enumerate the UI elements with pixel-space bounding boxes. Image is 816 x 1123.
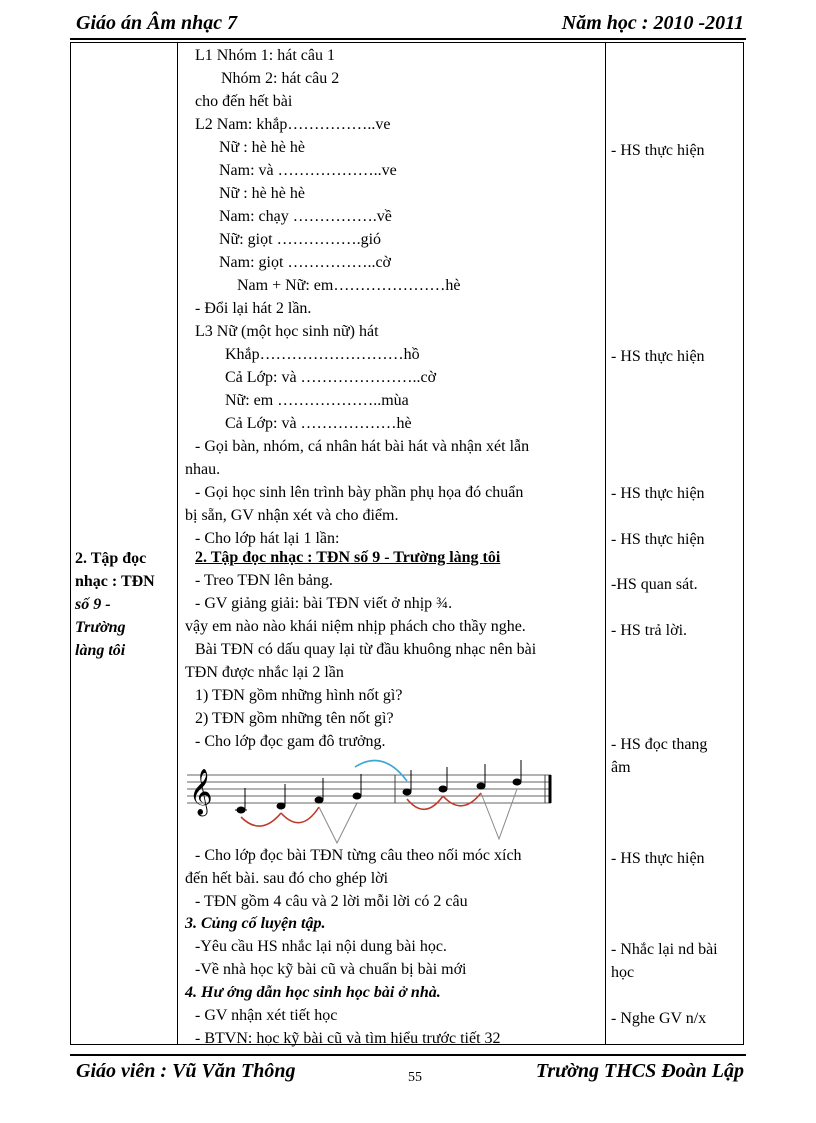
section-heading: 2. Tập đọc nhạc : TĐN số 9 - Trường làng tôi: [195, 549, 501, 566]
content-line: - GV nhận xét tiết học: [195, 1007, 338, 1024]
footer-rule: [70, 1054, 746, 1056]
section-title-line: nhạc : TĐN: [75, 573, 155, 590]
content-line: - BTVN: học kỹ bài cũ và tìm hiểu trước tiết 32: [195, 1030, 501, 1047]
section-heading: 4. Hư ớng dẫn học sinh học bài ở nhà.: [185, 984, 441, 1001]
page-footer: [76, 1060, 744, 1090]
content-line: Cả Lớp: và ………………hè: [225, 415, 412, 432]
student-line: - HS thực hiện: [611, 348, 705, 365]
content-line: - TĐN gồm 4 câu và 2 lời mỗi lời có 2 câu: [195, 893, 468, 910]
student-line: âm: [611, 759, 631, 776]
section-title-line: số 9 -: [75, 596, 111, 613]
content-line: - GV giảng giải: bài TĐN viết ở nhịp ¾.: [195, 595, 453, 612]
student-line: - Nhắc lại nd bài: [611, 941, 718, 958]
content-line: L3 Nữ (một học sinh nữ) hát: [195, 323, 379, 340]
content-line: Nữ: em ………………..mùa: [225, 392, 409, 409]
section-heading: 3. Củng cố luyện tập.: [185, 915, 326, 932]
content-line: Nữ : hè hè hè: [219, 185, 305, 202]
section-title-line: 2. Tập đọc: [75, 550, 147, 567]
content-line: - Cho lớp hát lại 1 lần:: [195, 530, 340, 547]
c-major-scale-staff: [185, 755, 557, 847]
header-school-year: Năm học : 2010 -2011: [561, 12, 744, 34]
content-line: Nam + Nữ: em…………………hè: [237, 277, 461, 294]
content-line: cho đến hết bài: [195, 93, 293, 110]
footer-teacher: Giáo viên : Vũ Văn Thông: [76, 1060, 296, 1082]
content-line: - Gọi bàn, nhóm, cá nhân hát bài hát và nhận xét lẫn: [195, 438, 530, 455]
content-line: - Treo TĐN lên bảng.: [195, 572, 333, 589]
student-line: -HS quan sát.: [611, 576, 698, 593]
treble-clef-icon: 𝄞: [189, 769, 213, 815]
content-line: 2) TĐN gồm những tên nốt gì?: [195, 710, 394, 727]
header-rule: [70, 38, 746, 40]
column-divider: [605, 43, 606, 1044]
content-line: bị sẵn, GV nhận xét và cho điểm.: [185, 507, 399, 524]
content-line: -Yêu cầu HS nhắc lại nội dung bài học.: [195, 938, 447, 955]
page-header: [76, 10, 744, 38]
student-line: - HS trả lời.: [611, 622, 688, 639]
content-line: - Đổi lại hát 2 lần.: [195, 300, 312, 317]
content-line: Nữ: giọt …………….gió: [219, 231, 382, 248]
section-title-line: Trường: [75, 619, 126, 636]
content-line: vậy em nào nào khái niệm nhịp phách cho thầy nghe.: [185, 618, 526, 635]
content-line: TĐN được nhắc lại 2 lần: [185, 664, 344, 681]
content-line: 1) TĐN gồm những hình nốt gì?: [195, 687, 403, 704]
content-line: Nam: chạy …………….về: [219, 208, 392, 225]
student-line: - HS thực hiện: [611, 850, 705, 867]
content-line: - Cho lớp đọc gam đô trưởng.: [195, 733, 386, 750]
content-line: đến hết bài. sau đó cho ghép lời: [185, 870, 389, 887]
content-line: nhau.: [185, 461, 221, 478]
content-line: -Về nhà học kỹ bài cũ và chuẩn bị bài mới: [195, 961, 467, 978]
student-line: - HS thực hiện: [611, 531, 705, 548]
content-line: L2 Nam: khắp……………..ve: [195, 116, 391, 133]
content-line: Bài TĐN có dấu quay lại từ đầu khuông nhạc nên bài: [195, 641, 537, 658]
content-line: L1 Nhóm 1: hát câu 1: [195, 47, 335, 64]
lesson-table: [70, 42, 744, 1045]
content-line: Cả Lớp: và …………………..cờ: [225, 369, 437, 386]
section-title-line: làng tôi: [75, 642, 126, 659]
content-line: - Gọi học sinh lên trình bày phần phụ họa đó chuẩn: [195, 484, 524, 501]
student-line: - Nghe GV n/x: [611, 1010, 707, 1027]
header-subject: Giáo án Âm nhạc 7: [76, 12, 238, 34]
student-line: - HS thực hiện: [611, 142, 705, 159]
column-divider: [177, 43, 178, 1044]
content-line: Khắp………………………hồ: [225, 346, 420, 363]
page-number: 55: [408, 1070, 422, 1085]
content-line: Nam: và ………………..ve: [219, 162, 397, 179]
section-title: [75, 547, 175, 662]
content-line: Nữ : hè hè hè: [219, 139, 305, 156]
content-line: Nhóm 2: hát câu 2: [221, 70, 340, 87]
student-line: học: [611, 964, 635, 981]
content-line: - Cho lớp đọc bài TĐN từng câu theo nối móc xích: [195, 847, 522, 864]
student-line: - HS thực hiện: [611, 485, 705, 502]
student-line: - HS đọc thang: [611, 736, 708, 753]
footer-school: Trường THCS Đoàn Lập: [535, 1060, 744, 1082]
content-line: Nam: giọt ……………..cờ: [219, 254, 391, 271]
